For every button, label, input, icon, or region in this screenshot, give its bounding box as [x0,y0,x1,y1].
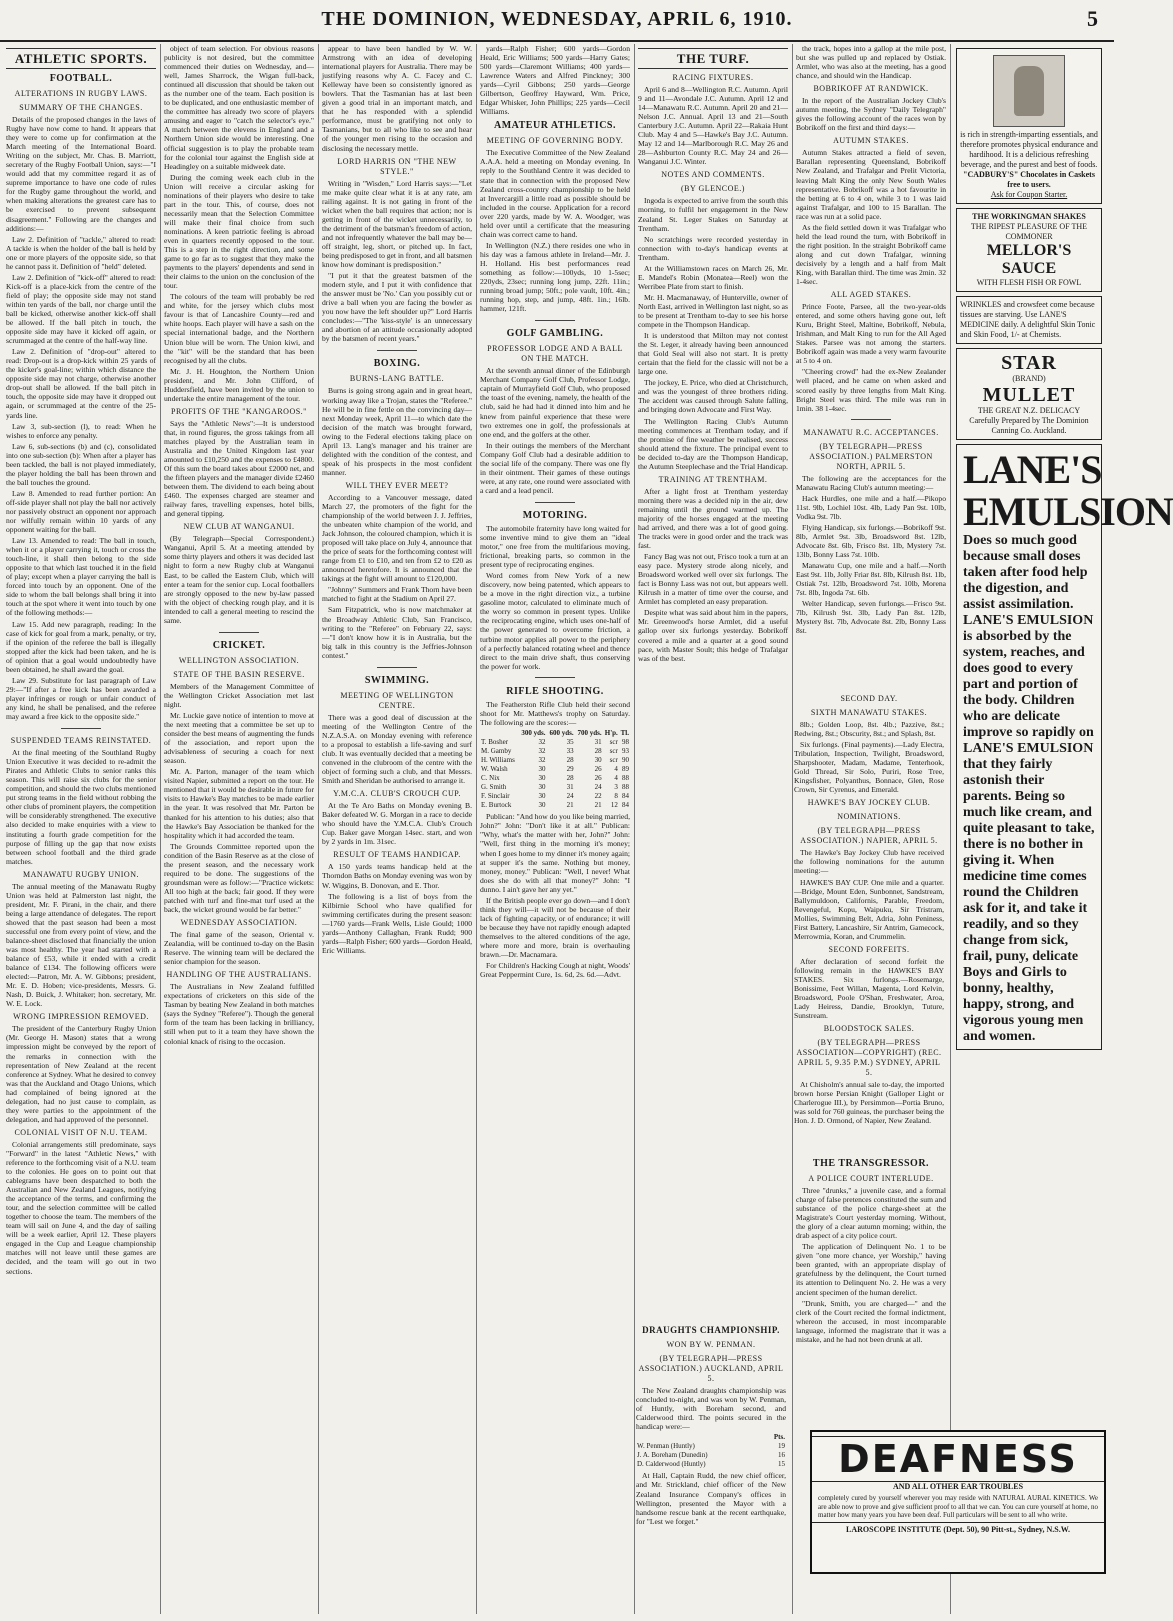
table-cell: 30 [538,783,546,792]
section-heading: AMATEUR ATHLETICS. [494,120,616,132]
table-row [480,738,630,747]
section-heading: GOLF GAMBLING. [506,328,604,340]
table-row [480,756,630,765]
subheading: SECOND FORFEITS. [828,944,910,954]
table-cell: 88 [622,774,629,783]
column-rule [950,44,951,1614]
paragraph: Law 2. Definition of "drop-out" altered to read: Drop-out is a drop-kick within 25 yards of the kicker's goal-line; within which distance the opposite side may not charge, otherwise another drop-out shall be allowed. If the ball pitch in touch, the opposite side may have it dropped out again, or scrummaged at the centre of the 25-yards line. [6,347,156,420]
cadbury-text: is rich in strength-imparting essentials, and therefore promotes physical endurance and hardihood. It is a delicious refreshing beverage, and the purest and best of foods. [960,130,1098,169]
subheading: RESULT OF TEAMS HANDICAP. [333,850,461,860]
column-header: 600 yds. [549,728,574,737]
subheading: WRONG IMPRESSION REMOVED. [13,1012,149,1022]
paragraph: The application of Delinquent No. 1 to be given "one more chance, yer Worship," having been granted, with an appropriate display of gratefulness by the delinquent, the Court turned its attention to Delinquent No. 2. He was a very ancient specimen of the human derelict. [796,1242,946,1297]
paragraph: object of team selection. For obvious reasons publicity is not desired, but the committee commenced their duties on Wednesday, and—well, James Sharrock, the Wigan full-back, continued all discussion that should be taken out as the number one of the team. Each position is to be duplicated, and one enthusiastic member of the committee has already two score of players amusing and eager to "catch the selector's eye." A match between the elevens in England and a Northern Union side would be interesting. One official suggestion is to play the probable team for the colonial tour against the English side at Headingley on a suitable midweek date. [164,44,314,171]
table-row [636,1451,786,1460]
mullet-by: Carefully Prepared by The Dominion Canning Co. Auckland. [969,416,1089,435]
table-cell: 19 [778,1442,785,1451]
column-header [480,729,518,738]
table-cell: 32 [538,756,546,765]
paragraph: Law 3, sub-section (l), to read: When he wishes to enforce any penalty. [6,421,156,440]
paragraph: Prince Foote, Parsee, all the two-year-olds entered, and some others having gone out, left Kuru, Bright Steel, Maltine, Bobrikoff, Nebula, Irishman, and Malt King to run for the All Aged Stakes. Parsee was not among the starters. Bobrikoff again was made a very warm favourite at 5 to 4 on. [796,302,946,366]
section-heading: ATHLETIC SPORTS. [6,48,156,69]
table-cell: 26 [594,774,602,783]
table-cell: 28 [566,774,574,783]
paragraph: Law 6, sub-sections (b) and (c), consolidated into one sub-section (b): When after a player has been tackled, the ball is not played immediately, the player holding the ball has been thrown and the ball touches the ground. [6,441,156,487]
table-row [480,747,630,756]
table-cell: E. Burtock [481,801,512,810]
paragraph: Mr. J. H. Houghton, the Northern Union president, and Mr. John Clifford, of Huddersfield, have been invited by the union to undertake the entire management of the tour. [164,366,314,403]
paragraph: Mr. Luckie gave notice of intention to move at the next meeting that a committee be set up to consider the best means of augmenting the funds of the association, and report upon the advisableness of securing a coach for next season. [164,711,314,766]
table-cell: H. Williams [481,756,515,765]
subheading: AUTUMN STAKES. [833,136,909,146]
paragraph: For Children's Hacking Cough at night, Woods' Great Peppermint Cure, 1s. 6d, 2s. 6d.—Advt. [480,961,630,980]
paragraph: Despite what was said about him in the papers, Mr. Greenwood's horse Armlet, did a useful gallop over six furlongs yesterday. Bobrikoff covered a mile and a quarter at a good sound pace, with Master Soult; this hedge of Trafalgar was of the best. [638,608,788,663]
paragraph: At the Te Aro Baths on Monday evening B. Baker defeated W. G. Morgan in a race to decide who should have the Y.M.C.A. Club's Crouch Cup. Baker gave Morgan 14sec. start, and won by 2 yards in 1m. 31sec. [322,801,472,847]
column-rule [792,44,793,1614]
section-heading: MOTORING. [522,509,588,521]
paragraph: Mr. A. Parton, manager of the team which visited Napier, submitted a report on the tour. He mentioned that it would be desirable in future for visits to Hawke's Bay matches to be made earlier in the year. It was resolved that Mr. Parton be thanked for his attention to his duties; also that the Hawke's Bay Association be thanked for the hospitality which it had accorded the team. [164,767,314,840]
table-header-row [480,729,630,738]
subheading: ALL AGED STAKES. [830,290,912,300]
divider [164,627,314,636]
paragraph: During the coming week each club in the Union will receive a circular asking for nominations of their players who desire to take part in the tour. This, of course, does not necessarily mean that the Selection Committee will make their final choice from such nominations. A keen patriotic feeling is abroad even in quarters recently opposed to the tour. This is a step in the right direction, and some game to go far as to suggest that they make the payments to the players' dependents and send in their claims to the union on the conclusion of the tour. [164,172,314,291]
subheading: COLONIAL VISIT OF N.U. TEAM. [14,1127,148,1137]
table-cell: 88 [622,783,629,792]
star-title: STAR [1001,352,1057,374]
wrinkles-ad: WRINKLES and crowsfeet come because tissues are starving. Use LANE'S MEDICINE daily. A delightful Skin Tonic and Skin Food, 1/- at Chemists. [956,296,1102,344]
paragraph: According to a Vancouver message, dated March 27, the promoters of the fight for the championship of the world between J. J. Jeffries, the unbeaten white champion of the world, and Jack Johnson, the coloured champion, which it is proposed will take place on July 4, announce that the price of seats for the forthcoming contest will range from £1 to £10, and ten from £2 to £20 as announced heretofore. It is announced that the takings at the fight will amount to £120,000. [322,492,472,584]
subheading: SIXTH MANAWATU STAKES. [810,708,928,717]
table-cell: 30 [594,756,602,765]
mellors-ad [956,208,1102,292]
paragraph: There was a good deal of discussion at the meeting of the Wellington Centre of the N.Z.A.S.A. on Monday evening with reference to a proposal to establish a life-saving and surf club. It was eventually decided that a meeting be convened in the clubroom of the centre with the object of forming such a club, and that Messrs. Smith and Sheridan be authorised to arrange it. [322,712,472,786]
table-cell: 98 [622,737,629,746]
table-row [480,783,630,792]
table-cell: 16 [778,1451,785,1460]
byline: (BY TELEGRAPH—PRESS ASSOCIATION.) NAPIER, APRIL 5. [800,826,938,846]
column-header: Tl. [620,728,629,737]
table-row [636,1460,786,1469]
section-heading: SWIMMING. [364,674,430,686]
table-cell: 30 [538,801,546,810]
column-header: H'p. [604,728,618,737]
paragraph: The Hawke's Bay Jockey Club have received the following nominations for the autumn meeting:— [794,848,944,876]
subheading: SUSPENDED TEAMS REINSTATED. [10,736,152,746]
subheading: SECOND DAY. [840,694,898,703]
byline: (BY GLENCOE.) [681,184,745,194]
paragraph: The Wellington Racing Club's Autumn meeting commences at Trentham today, and if the promise of fine weather be realised, success should attend the fixture. The principal event to be decided to-day are the Thompson Handicap, the Autumn Steeplechase and the Trial Handicap. [638,416,788,471]
paragraph: The jockey, E. Price, who died at Christchurch, and was the youngest of three brothers riding. The accident was caused through Salute falling, and bringing down Advocate and First Way. [638,378,788,415]
table-cell: 33 [566,747,574,755]
paragraph: "I put it that the greatest batsmen of the modern style, and I put it with confidence that the answer must be 'No.' Can you possibly cut or drive a ball when you are facing the bowler as you now have the left shoulder up?" Lord Harris concludes:—"The 'kiss-style' is an unnecessary and abortion of an attitude occasionally adopted by the batsmen of recent years." [322,271,472,344]
divider [796,415,946,424]
table-cell: 28 [594,747,602,755]
table-cell: 24 [566,792,574,801]
paragraph: If the British people ever go down—and I don't think they will—it will not be because of their lack of fighting capacity, or of endurance; it will be because they have not rapidly enough adapted themselves to the altered conditions of the age, where more and more, brain is overhauling brawn.—Dr. Macnamara. [480,895,630,960]
table-cell: 22 [594,792,602,801]
paragraph: Three "drunks," a juvenile case, and a formal charge of false pretences constituted the sum and substance of the police charge-sheet at the Magistrate's Court yesterday morning. Without, the glory of a clear autumn morning; within, the drab aspect of a city police court. [796,1186,946,1241]
cadbury-line: "CADBURY'S" Chocolates in Caskets free to users. [963,170,1095,189]
paragraph: Word comes from New York of a new discovery, now being patented, which appears to be a move in the right direction viz., a turbine gasoline motor, calculated to eliminate much of the worry so common in present types. Unlike the reciprocating engine, which uses one-half of the power generated to overcome friction, a turbine motor applies all power to the periphery of a perfectly balanced rotating wheel and thence direct to the main drive shaft, thus conserving the power for work. [480,571,630,671]
paragraph: It is understood that Milton may not contest the St. Leger, it already having been announced that Gold Seal will also not start. It is pretty certain that the field for the classic will not be a large one. [638,331,788,377]
paragraph: No scratchings were recorded yesterday in connection with to-day's handicap events at Trentham. [638,234,788,262]
column-rule [634,44,635,1614]
paragraph: A 150 yards teams handicap held at the Thorndon Baths on Monday evening was won by W. Wiggins, B. Donovan, and E. Thor. [322,862,472,890]
paragraph: The automobile fraternity have long waited for some inventive mind to give them an "ideal motor," one free from the multifarious moving, frictional, breaking parts, so common in the present type of reciprocating engines. [480,523,630,570]
paragraph: Mr. H. Macmanaway, of Hunterville, owner of North East, arrived in Wellington last night, so as to be present at Trentham to-day to see his horse compete in the Thompson Handicap. [638,292,788,330]
paragraph: Details of the proposed changes in the laws of Rugby have now come to hand. It appears that they were to come up for confirmation at the March meeting of the International Board. Writing on the subject, Mr. Chas. B. Marriott, secretary of the Rugby Football Union, says:—"I would add that my committee regard it as of supreme importance to have one code of rules for the Rugby game throughout the world, and when making alterations the greatest care has to be exercised to prevent subsequent disagreement." Following are the changes and additions:— [6,115,156,233]
paragraph: Sam Fitzpatrick, who is now matchmaker at the Broadway Athletic Club, San Francisco, writing to the "Referee" on February 22, says:—"I don't know how it is in Australia, but the big talk in this country is the Jeffries-Johnson contest." [322,605,472,660]
deafness-ad [810,1430,1106,1574]
table-row [480,774,630,783]
table-cell: scr [609,756,618,765]
table-cell: 15 [778,1460,785,1469]
paragraph: The colours of the team will probably be red and white, for the jersey which clubs most favour is that of Lancashire County—red and white hoops. Each player will have a sash on the special international badge, and the Northern Union blue will be worn. The Union kiwi, and the "kit" will be the standard that has been recognised by all the clubs. [164,292,314,365]
paragraph: Flying Handicap, six furlongs.—Bobrikoff 9st. 8lb, Armlet 9st. 3lb, Broadsword 8st. 12lb, Advocate 8st. 6lb, Frisco 8st. 1lb, Mystery 7st. 13lb, Bonny Lass 7st. 10lb. [796,522,946,560]
paragraph: the track, hopes into a gallop at the mile post, but she was pulled up and replaced by Ostiak. Armlet, who was also at the meeting, has a good chance, and should win the Handicap. [796,44,946,81]
workingman-text: THE WORKINGMAN SHAKES [972,212,1086,221]
table-cell: 93 [622,747,629,755]
paragraph: Law 29. Substitute for last paragraph of Law 29:—"If after a free kick has been awarded a player infringes or rough or unfair conduct of any kind, he shall be penalised, and the referee may award a free kick to the opposite side." [6,675,156,721]
section-heading: DRAUGHTS CHAMPIONSHIP. [642,1325,780,1335]
lanes-emulsion-ad [956,444,1173,1050]
table-cell: 84 [622,801,629,810]
table-cell: W. Penman (Huntly) [637,1442,695,1451]
table-cell: 29 [566,765,574,774]
paragraph: The president of the Canterbury Rugby Union (Mr. George H. Mason) states that a wrong impression might be conveyed by the report of the remarks in connection with the representation of New Zealand at the recent conference at Sydney. What he desired to convey was that the Auckland and Otago Unions, which had complained of being ignored at the delegation, had no just cause to complain, as they were parties to the appointment of the delegation, and had approved of the personnel. [6,1024,156,1124]
paragraph: The Featherston Rifle Club held their second shoot for Mr. Matthews's trophy on Saturday. The following are the scores:— [480,699,630,727]
section-heading: BOXING. [373,358,421,370]
paragraph: At the Williamstown races on March 26, Mr. E. Mandel's Robin (Monatea—Reel) won the Werribee Plate from start to finish. [638,263,788,291]
subheading: BLOODSTOCK SALES. [823,1024,915,1034]
table-cell: 21 [594,801,602,810]
subheading: WELLINGTON ASSOCIATION. [178,655,300,665]
subheading: MEETING OF WELLINGTON CENTRE. [340,690,454,710]
table-row [480,765,630,774]
table-cell: 8 [614,792,618,801]
paragraph: Law 13. Amended to read: The ball in touch, when it or a player carrying it, touch or cross the touch-line, it shall then belong to the side opposite to that which last touched it in the field of play; except when a player carrying the ball is forced into touch by an opponent. One of the side to whom the ball belongs shall bring it into touch at the spot where it went into touch by one of the following methods:— [6,536,156,618]
paragraph: Members of the Management Committee of the Wellington Cricket Association met last night. [164,681,314,709]
paragraph: Writing in "Wisden," Lord Harris says:—"Let me make quite clear what it is at any rate, am railing against. It is not gating in front of the wicket when the ball requires that action; nor is getting in front of the wicket unnecessarily, to the detriment of the batsman's freedom of action, and not infrequently whatever the ball may be— off straight, leg, short, or pitched up. In fact, being predisposed to get in front, and all batsmen know how dominant is predisposition." [322,178,472,269]
mullet-sub: THE GREAT N.Z. DELICACY [977,406,1081,415]
table-header-row [636,1433,786,1442]
paragraph: Welter Handicap, seven furlongs.—Frisco 9st. 7lb, Kilrush 9st. 3lb, Lady Pan 8st. 12lb, Mystery 8st. 7lb, Advocate 8st. 2lb, Bonny Lass 8st. [796,599,946,636]
paragraph: After a light frost at Trentham yesterday morning there was a decided nip in the air, dew remaining until the ground warmed up. The majority of the horses engaged at the meeting had arrived, and there was a lot of good going. The tracks were in good order and the track was fast. [638,486,788,551]
column-7 [954,44,1173,1424]
divider [322,662,472,671]
deafness-footer: LAROSCOPE INSTITUTE (Dept. 50), 90 Pitt-st., Sydney, N.S.W. [812,1522,1104,1536]
section-heading: THE TRANSGRESSOR. [812,1158,930,1169]
paragraph: In the report of the Australian Jockey Club's autumn meeting, the Sydney "Daily Telegraph" gives the following account of the races won by Bobrikoff on the first and third days:— [796,96,946,133]
byline: (BY TELEGRAPH—PRESS ASSOCIATION.) PALMERSTON NORTH, APRIL 5. [809,441,933,471]
paragraph: Law 2. Definition of "tackle," altered to read: A tackle is when the holder of the ball is held by one or more players of the opposite side, so that he cannot pass it. Definition of "held" deleted. [6,234,156,271]
column-rule [476,44,477,1614]
paragraph: yards—Ralph Fisher; 600 yards—Gordon Heald, Eric Williams; 500 yards—Harry Gates; 500 yards—Claremont Williams; 400 yards—Lawrence Waters and Alfred Pinckney; 300 yards—Cyril Gibbons; 250 yards—George Gilbertson, Geoffrey Hayward, Wm. Price, Edgar Whisker, John Phillips; 225 yards—Cecil Williams. [480,44,630,117]
masthead [0,0,1114,42]
paragraph: Law 2. Definition of "kick-off" altered to read: Kick-off is a place-kick from the centre of the field of play; the opposite side may not stand within ten yards of the ball, nor charge until the ball be kicked, otherwise another kick-off shall be allowed. If the ball pitch in touch, the opposite side may have it kicked off again, or scrummaged at the centre of the half-way line. [6,272,156,346]
table-cell: scr [609,737,618,746]
paragraph: Burns is going strong again and in great heart, working away like a Trojan, states the "Referee." He will be in fine fettle on the convincing day—next Monday week, April 11—to which date the decision of the match was brought forward, owing to the Federal elections taking place on April 13. Lang's manager and his trainer are delighted with the condition of the contest, and speak of his prospects in the most confident manner. [322,386,472,477]
paragraph: The following is a list of boys from the Kilbirnie School who have qualified for swimming certificates during the present season:—1760 yards—Frank Wells, Lisle Gould; 1000 yards—Anthony Callaghan, Frank Rudd; 900 yards—Ralph Fisher; 600 yards—Gordon Heald, Eric Williams. [322,891,472,955]
subheading: PROFESSOR LODGE AND A BALL ON THE MATCH. [487,344,623,364]
column-header: 700 yds. [577,728,602,737]
paragraph: Hack Hurdles, one mile and a half.—Pikopo 11st. 9lb, Lochiel 10st. 4lb, Lady Pan 9st. 10lb, Vodka 9st. 7lb. [796,493,946,521]
paragraph: In Wellington (N.Z.) there resides one who in his day was a famous athlete in Ireland—Mr. J. H. Holland. His best performances read something as follow:—100yds, 10 1-5sec; 220yds, 23sec; running long jump, 22ft. 11in.; running broad jump; 50ft.; pole vault, 10ft. 4in.; running hop, step, and jump, 48ft. 1in.; 16lb. hammer, 121ft. [480,240,630,314]
mellors-sub: WITH FLESH FISH OR FOWL [976,278,1082,287]
table-cell: 4 [614,774,618,783]
ripest-text: THE RIPEST PLEASURE OF THE COMMONER [970,222,1088,241]
table-cell: 24 [594,783,602,792]
page-number: 5 [1087,6,1098,31]
subheading: FOOTBALL. [49,73,113,84]
subheading: LORD HARRIS ON "THE NEW STYLE." [337,156,457,176]
column-header: Pts. [773,1433,785,1442]
column-rule [318,44,319,1614]
subheading: PROFITS OF THE "KANGAROOS." [171,406,307,416]
table-cell: 4 [614,765,618,774]
table-cell: T. Bosher [481,737,509,746]
subheading: ALTERATIONS IN RUGBY LAWS. [14,89,148,98]
byline: (BY TELEGRAPH—PRESS ASSOCIATION.) AUCKLAND, APRIL 5. [638,1354,784,1383]
subheading: BURNS-LANG BATTLE. [349,374,445,384]
cadbury-coupon: Ask for Coupon Starter. [990,190,1068,199]
column-header [636,1433,763,1442]
column-3 [322,44,472,1614]
draughts-table [636,1433,786,1469]
deafness-title: DEAFNESS [812,1436,1104,1482]
table-cell: 35 [566,737,574,746]
paragraph: At the seventh annual dinner of the Edinburgh Merchant Company Golf Club, Professor Lodge, captain of Murrayfield Golf Club, who proposed the toast of the evening, namely, the health of the club, said he had had it dinned into him and he knew from painful experience that these were two extremes one in golf, the professionals at one end, and the golfers at the other. [480,366,630,439]
paragraph: Six furlongs. (Final payments).—Lady Electra, Tribulation, Inspection, Twilight, Broadsword, Sharpshooter, Madam, Madame, Tenterhook, Gold Thread, Sir Solo, Puriri, Rose Tree, Kingsfisher, Polyanthus, Bonnace, Glen, Rose Crown, Sir Cyrenus, and Emerald. [794,740,944,795]
divider [480,315,630,324]
subheading: WEDNESDAY ASSOCIATION. [180,918,298,928]
subheading: Y.M.C.A. CLUB'S CROUCH CUP. [333,789,461,799]
rifle-scores-table [480,729,630,810]
subheading: HAWKE'S BAY JOCKEY CLUB. [807,798,931,808]
paragraph: At the final meeting of the Southland Rugby Union Executive it was decided to re-admit the Pirates and Athletic Clubs to senior ranks this season. This will raise six clubs for the senior competition, and should the two clubs mentioned put strong teams in the field without robbing the other clubs of prominent players, the competition will be considerably strengthened. The executive also decided to make enquiries with a view to instituting a fourth grade competition for the purpose of filling up the gap that now exists between school football and the third grade matches. [6,748,156,866]
table-cell: 31 [566,783,574,792]
table-cell: M. Gamby [481,747,512,755]
cadbury-ad [956,48,1102,204]
table-cell: 32 [538,747,546,755]
newspaper-title: THE DOMINION, WEDNESDAY, APRIL 6, 1910. [321,8,793,30]
subheading: NOMINATIONS. [837,812,901,822]
table-row [480,792,630,801]
column-header: 300 yds. [521,728,546,737]
paragraph: Publican: "And how do you like being married, John?" John: "Don't like it at all." Publican: "Why, what's the matter with her, John?" John: "Well, first thing in the morning it's money; when I goes home to my dinner it's money again; at supper it's the same. Nothing but money, money, money." Publican: "Well, I never! What does she do with all that money?" John: "I dunno. I ain't gave her any yet." [480,812,630,894]
divider [322,345,472,354]
paragraph: Colonial arrangements still predominate, says "Forward" in the latest "Athletic News," with reference to the forthcoming visit of a N.U. team to the colonies. He goes on to point out that cablegrams have been despatched to both the Australian and New Zealand Leagues, notifying the acceptance of the terms, and confirming the tour, and the selection committee will be called together to choose the team. The members of the team will sail on June 4, and the day of sailing will be a week earlier, April 12. These players engaged in the Cup and League championship matches will not leave until these games are decided, and the team will go out in two sections. [6,1139,156,1276]
subheading: MANAWATU R.C. ACCEPTANCES. [803,427,939,437]
paragraph: The final game of the season, Oriental v. Zealandia, will be continued to-day on the Basin Reserve. The winning team will be declared the senior champion for the season. [164,930,314,967]
table-cell: D. Calderwood (Huntly) [637,1460,706,1469]
subheading: TRAINING AT TRENTHAM. [658,474,768,484]
table-cell: 84 [622,792,629,801]
paragraph: "Drunk, Smith, you are charged—" and the clerk of the Court recited the formal indictment, whereon the accused, in most incomparable language, informed the magistrate that it was a mistake, and he had not been drunk at all. [796,1298,946,1344]
table-cell: 12 [610,801,618,810]
table-cell: 30 [538,774,546,783]
cocoa-tin-illustration [993,55,1065,127]
section-heading: RIFLE SHOOTING. [506,685,604,697]
subheading: A POLICE COURT INTERLUDE. [808,1174,934,1183]
table-cell: 90 [622,756,629,765]
table-cell: 21 [566,801,574,810]
paragraph: The Australians in New Zealand fulfilled expectations of cricketers on this side of the Tasman by beating New Zealand in both matches (says the Sydney "Referee"). Though the general form of the team has been lacking in brilliancy, still when put to it a team they have shown the colonial knack of rising to the occasion. [164,982,314,1046]
column-1 [6,44,156,1614]
deafness-text: completely cured by yourself wherever you may reside with NATURAL AURAL KINETICS. We are able now to prove and give sufficient proof to all that we can. You can cure yourself at home, no matter how many years you have been deaf. Full particulars will be sent to all who write. [818,1494,1098,1519]
column-7-lower [796,1154,946,1454]
deafness-side: AND ALL OTHER EAR TROUBLES [892,1482,1024,1491]
paragraph: Fancy Bag was not out, Frisco took a turn at an easy pace. Mystery strode along nicely, and Broadsword worked well over six furlongs. The fact is Bonny Lass was not out, but appears well. Kilrush in a matter of time over the course, and Armlet has completed an easy preparation. [638,552,788,607]
subheading: MANAWATU RUGBY UNION. [22,869,139,879]
table-row [480,801,630,810]
paragraph: The Executive Committee of the New Zealand A.A.A. held a meeting on Monday evening. In reply to the Southland Centre it was decided to state that in connection with the proposed New Zealand cross-country championship to be held at Invercargill a little road as possible should be included in the course. Application for a record over 220 yards, made by W. A. Woodger, was held over until a certificate that the measuring chain was correct came to hand. [480,148,630,239]
star-brand: (BRAND) [1012,374,1046,383]
paragraph: "Johnny" Summers and Frank Thorn have been matched to fight at the Stadium on April 27. [322,585,472,604]
draughts-block [636,1320,786,1526]
table-cell: 30 [538,792,546,801]
paragraph: The following are the acceptances for the Manawatu Racing Club's autumn meeting:— [796,473,946,492]
table-cell: 26 [594,765,602,774]
table-cell: G. Smith [481,783,507,792]
star-mullet-ad [956,348,1102,440]
column-6-lower [794,690,944,1126]
paragraph: (By Telegraph—Special Correspondent.) Wanganui, April 5. At a meeting attended by some thirty players and others it was decided last night to form a new Rugby club at Wanganui East, to be called the Eastern Club, which will enter a team for the senior cup. Local footballers are strongly opposed to the new by-law passed with the object of checking rough play, and it is intended to call a general meeting to rescind the same. [164,534,314,625]
paragraph: April 6 and 8—Wellington R.C. Autumn. April 9 and 11—Avondale J.C. Autumn. April 12 and 14—Manawatu R.C. Autumn. April 20 and 21—Nelson J.C. Annual. April 13 and 21—South Canterbury J.C. Autumn. April 22—Rakaia Hunt Club. May 4 and 5—Hawke's Bay J.C. Autumn. May 12 and 14—Marlborough R.C. May 26 and 28—Ashburton County R.C. May 24 and 26—Wanganui J.C. Winter. [638,85,788,167]
paragraph: Law 8. Amended to read further portion: An off-side player shall not play the ball nor actively nor passively obstruct an opponent nor approach nor wilfully remain within 10 yards of any opponent waiting for the ball. [6,488,156,535]
paragraph: At Chisholm's annual sale to-day, the imported brown horse Persian Knight (Galloper Light or Charlerogue III.), by Persimmon—Portia Bruno, was sold for 760 guineas, the purchaser being the Hon. J. D. Ormond, of Napier, New Zealand. [794,1080,944,1126]
lanes-text: Does so much good because small doses taken after food help the digestion, and assist assimilation. LANE'S EMULSION is absorbed by the system, reaches, and does good to every part and portion of the body. Children who are delicate improve so rapidly on LANE'S EMULSION that they fairly astonish their parents. Being so much like cream, and quite pleasant to take, there is no bother in giving it. When medicine time comes round the Children ask for it, and take it readily, and so they change from sick, frail, puny, delicate Boys and Girls to bonny, healthy, happy, strong, and vigorous young men and women. [963,533,1095,1044]
divider [480,497,630,506]
section-heading: CRICKET. [212,639,266,651]
mellors-title: MELLOR'S SAUCE [986,242,1072,277]
paragraph: appear to have been handled by W. W. Armstrong with an idea of developing international players for Australia. There may be justifying reasons why A. C. Facey and C. Kelleway have been so consistently ignored as bowlers. That the Tasmanian has at last been given a good trial in an important match, and that he has responded with a splendid performance, must be gratifying not only to Tasmanians, but to all who like to see and hear of the younger men rising to the occasion and disclosing the necessary mettle. [322,44,472,153]
section-heading: THE TURF. [638,48,788,69]
table-cell: 89 [622,765,629,774]
column-2 [164,44,314,1614]
table-cell: 32 [538,737,546,746]
subheading: NOTES AND COMMENTS. [661,170,765,180]
table-cell: scr [609,747,618,755]
paragraph: HAWKE'S BAY CUP. One mile and a quarter.—Bridge, Mount Eden, Sunbonnet, Sandstream, Ballymuldoon, Californis, Parable, Freedom, Revengeful, Kopu, Waipuku, Sir Tristram, Mollies, Swimming Belt, Adria, John Peniness, First Battery, Lancashire, Sir Antrim, Gamecock, Merrowmia, Koran, and Crummelin. [794,877,944,941]
paragraph: Says the "Athletic News":—It is understood that, in round figures, the gross takings from all matches played by the Australian team in Australia and the United Kingdom last year amounted to £10,250 and the expenses to £4800. Of this sum the board takes about £2000 net, and the fifteen players and the manager divide £2460 between them. The dividend to each being about £460. The expenses charged are steamer and railway fares, travelling expenses, hotel bills, and general tipping. [164,418,314,519]
table-cell: J. A. Boreham (Dunedin) [637,1451,708,1460]
paragraph: Autumn Stakes attracted a field of seven, Barallan representing Queensland, Bobrikoff New Zealand, and Trafalgar and Prelit Victoria, leaving Malt King the only New South Wales representative. Bobrikoff was a hot favourite in the betting at 6 to 4 on, while 3 to 1 was laid against Trafalgar, and 100 to 15 Barallan. The race was run at a solid pace. [796,148,946,221]
paragraph: Law 15. Add new paragraph, reading: In the case of kick for goal from a mark, penalty, or try, if the opinion of the referee the ball is illegally stopped after the kick had been taken, and he is of opinion that a goal would undoubtedly have been obtained, he shall award the goal. [6,619,156,674]
divider [6,723,156,732]
table-cell: W. Walsh [481,765,508,774]
table-body [480,738,630,810]
paragraph: Manawatu Cup, one mile and a half.—North East 9st. 1lb, Jolly Friar 8st. 8lb, Kilrush 8st. 1lb, Ostiak 7st. 12lb, Broadsword 7st. 10lb, Morena 7st. 8lb, Ingoda 7st. 6lb. [796,561,946,598]
subheading: BOBRIKOFF AT RANDWICK. [813,84,929,94]
paragraph: As the field settled down it was Trafalgar who held the lead round the turn, with Bobrikoff in the right position. In the straight Bobrikoff came along and cut down Trafalgar, winning decisively by a length and a half from Malt King, with Barallan third. The time was 2min. 32 1-4sec. [796,222,946,287]
divider [480,673,630,682]
subheading: SUMMARY OF THE CHANGES. [19,103,143,112]
subheading: MEETING OF GOVERNING BODY. [486,136,624,146]
subheading: NEW CLUB AT WANGANUI. [183,522,295,532]
table-cell: 3 [614,783,618,792]
paragraph: In their outings the members of the Merchant Company Golf Club had a desirable addition to the social life of the company. There was one fly in their ointment. Their games of these outings were, at any rate, one round were associated with a card and a lead pencil. [480,440,630,495]
table-cell: C. Nix [481,774,500,783]
table-cell: 30 [538,765,546,774]
paragraph: Ingoda is expected to arrive from the south this morning, to fulfil her engagement in the New Zealand St. Leger Stakes on Saturday at Trentham. [638,196,788,233]
subheading: STATE OF THE BASIN RESERVE. [173,669,305,679]
paragraph: The Grounds Committee reported upon the condition of the Basin Reserve as at the close of the present season, and the necessary work required to be done. The suggestions of the groundsman were as follow:—"Practice wickets: All too high at the back; fair good. If they were patched with turf and fine-mat turf used at the back, the wicket ground would be far better." [164,841,314,914]
subheading: RACING FIXTURES. [672,73,754,82]
table-cell: 28 [566,756,574,765]
table-cell: F. Sinclair [481,792,510,801]
paragraph: At Hall, Captain Rudd, the new chief officer, and Mr. Strickland, chief officer of the New Zealand Insurance Company's offices in Wellington, presented the Mayor with a handsome rescue bank at the recent earthquake, for "Lest we forget." [636,1471,786,1526]
column-rule [160,44,161,1614]
paragraph: The New Zealand draughts championship was concluded to-night, and was won by W. Penman, of Huntly, with Boreham second, and Calderwood third. The points secured in the handicap were:— [636,1386,786,1432]
subheading: WILL THEY EVER MEET? [345,480,449,490]
table-row [636,1442,786,1451]
mullet-title: MULLET [982,384,1076,406]
lanes-title: LANE'S EMULSION [963,447,1173,534]
paragraph: 8lb.; Golden Loop, 8st. 4lb.; Pazzive, 8st.; Redwing, 8st.; Obscurity, 8st.; and Splash, 8st. [794,720,944,739]
byline: (BY TELEGRAPH—PRESS ASSOCIATION—COPYRIGHT) (REC. APRIL 5, 9.35 P.M.) SYDNEY, APRIL 5. [796,1038,942,1078]
paragraph: The annual meeting of the Manawatu Rugby Union was held at Palmerston last night, the president, Mr. F. Pirani, in the chair, and there being a large attendance of delegates. The report showed that the past season had been a most successful one from every point of view, and the balance-sheet disclosed that financially the union was most healthy. The year had started with a balance of £53, while it ended with a credit balance of £134. The following officers were elected:—Patron, Mr. A. W. Gibbons; president, Mr. E. D. Hoben; vice-presidents, Messrs. G. Nash, D. Buick, J. Whitaker; hon. secretary, Mr. W. E. Lock. [6,881,156,1009]
paragraph: After declaration of second forfeit the following remain in the HAWKE'S BAY STAKES. Six furlongs.—Rosemarge, Bonissime, Feet Willan, Magenta, Lord Kelvin, Broadsword, Poole O'Shan, Freshwater, Aroa, Lady Heiress, Dandie, Brooklyn, Tuture, Sunstream. [794,956,944,1021]
table-cell: 31 [594,737,602,746]
subheading: HANDLING OF THE AUSTRALIANS. [166,970,312,980]
table-body [636,1442,786,1469]
subheading: WON BY W. PENMAN. [666,1340,756,1349]
column-4 [480,44,630,1614]
paragraph: "Cheering crowd" had the ex-New Zealander well placed, and he came on when asked and scored easily by three lengths from Malt King. Bright Steel was third. The mile was run in 1min. 38 1-4sec. [796,367,946,413]
